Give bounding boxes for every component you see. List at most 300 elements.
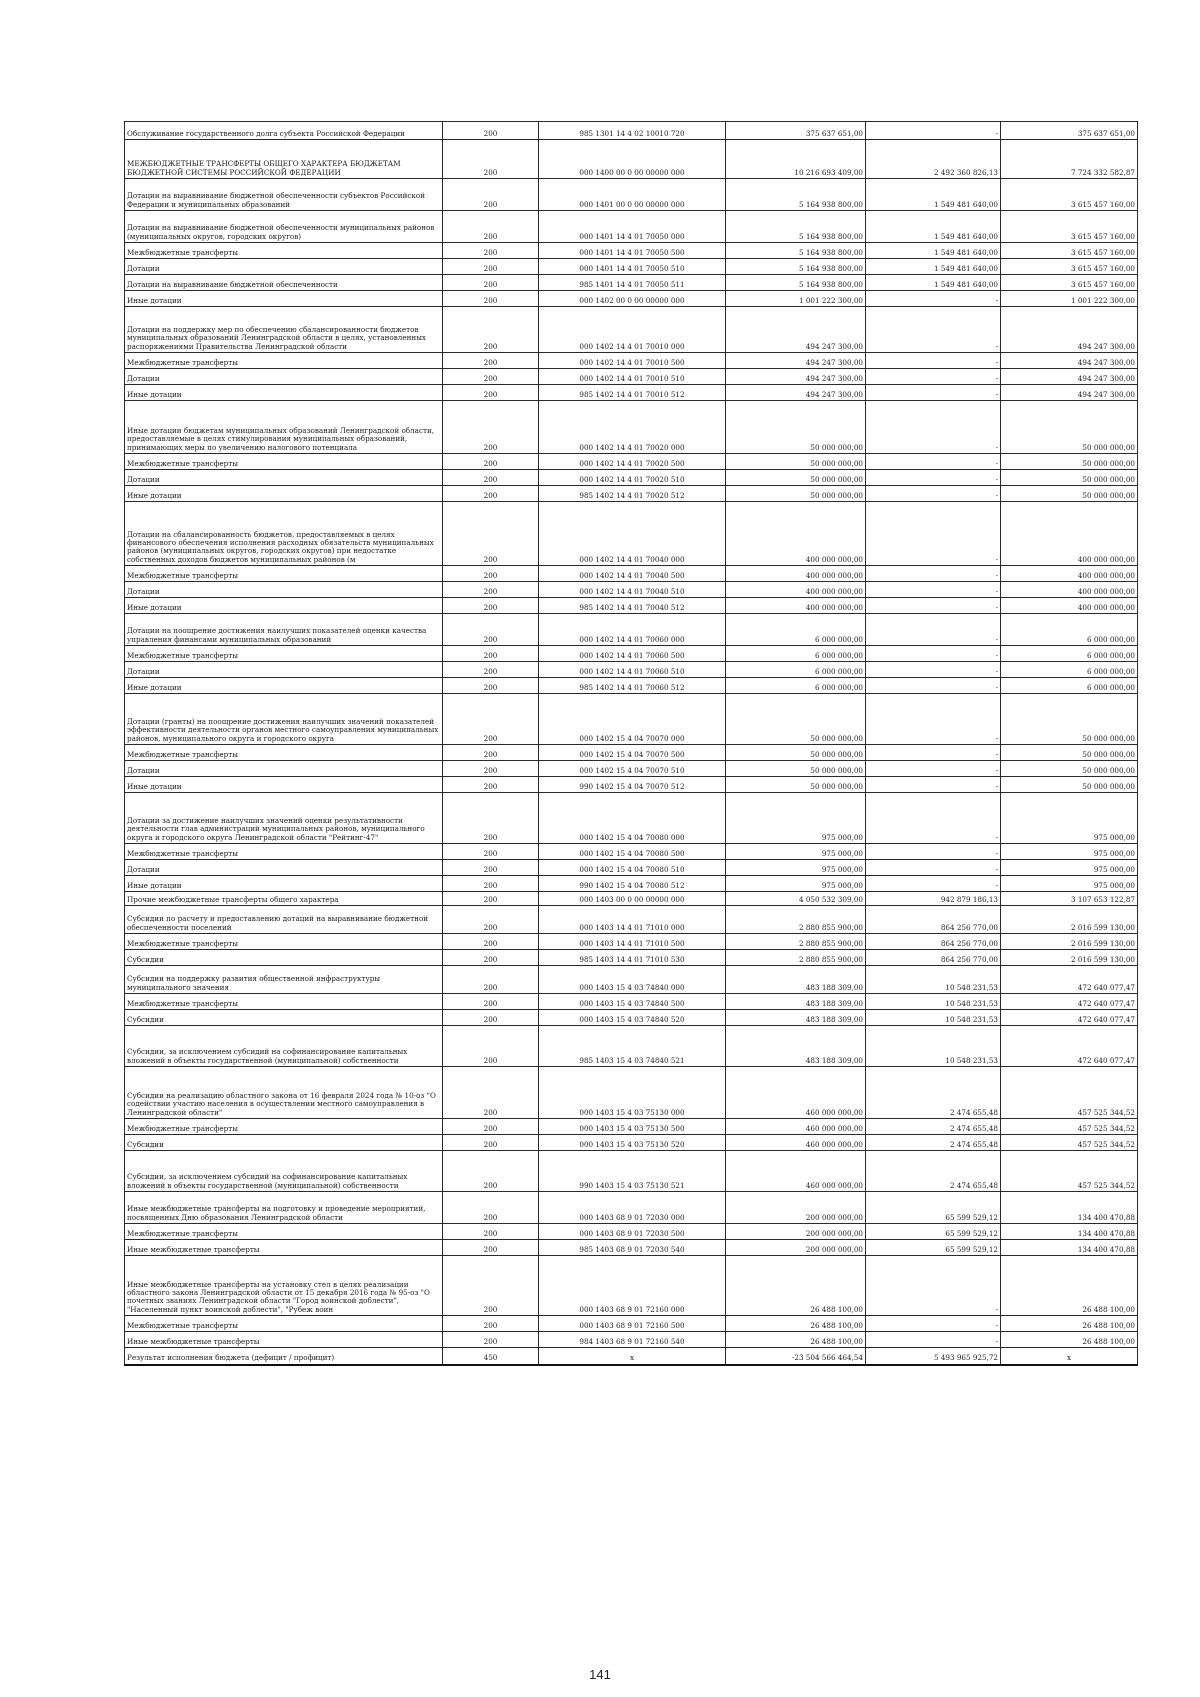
row-line-code: 200 <box>443 470 539 486</box>
table-row <box>125 1151 1138 1192</box>
row-executed-amount: 942 879 186,13 <box>866 892 1001 906</box>
row-executed-amount: - <box>866 369 1001 385</box>
row-budget-code: 000 1402 14 4 01 70020 510 <box>539 470 726 486</box>
row-line-code: 200 <box>443 1256 539 1316</box>
row-line-code: 200 <box>443 678 539 694</box>
row-name: Дотации <box>125 860 443 876</box>
table-row <box>125 211 1138 243</box>
row-name: Межбюджетные трансферты <box>125 646 443 662</box>
row-name: Иные дотации <box>125 678 443 694</box>
row-unexecuted-amount: 134 400 470,88 <box>1001 1240 1138 1256</box>
row-approved-amount: 6 000 000,00 <box>726 614 866 646</box>
row-approved-amount: 6 000 000,00 <box>726 678 866 694</box>
row-executed-amount: - <box>866 1332 1001 1348</box>
row-unexecuted-amount: 50 000 000,00 <box>1001 454 1138 470</box>
row-budget-code: 985 1301 14 4 02 10010 720 <box>539 122 726 140</box>
row-approved-amount: 975 000,00 <box>726 860 866 876</box>
row-line-code: 200 <box>443 994 539 1010</box>
row-name: Субсидии по расчету и предоставлению дотаций на выравнивание бюджетной обеспеченности поселений <box>125 906 443 934</box>
table-row <box>125 1256 1138 1316</box>
row-name: Дотации на выравнивание бюджетной обеспеченности субъектов Российской Федерации и муниципальных образований <box>125 179 443 211</box>
table-row <box>125 844 1138 860</box>
row-approved-amount: 483 188 309,00 <box>726 1010 866 1026</box>
row-approved-amount: 483 188 309,00 <box>726 966 866 994</box>
row-line-code: 200 <box>443 291 539 307</box>
row-budget-code: 000 1403 15 4 03 74840 520 <box>539 1010 726 1026</box>
row-line-code: 200 <box>443 385 539 401</box>
row-approved-amount: 10 216 693 409,00 <box>726 140 866 179</box>
row-unexecuted-amount: 26 488 100,00 <box>1001 1332 1138 1348</box>
row-executed-amount: - <box>866 860 1001 876</box>
row-unexecuted-amount: 2 016 599 130,00 <box>1001 950 1138 966</box>
row-executed-amount: - <box>866 694 1001 745</box>
budget-execution-table <box>124 121 1138 1366</box>
row-unexecuted-amount: 50 000 000,00 <box>1001 401 1138 454</box>
row-approved-amount: 2 880 855 900,00 <box>726 950 866 966</box>
row-unexecuted-amount: 50 000 000,00 <box>1001 745 1138 761</box>
row-budget-code: 000 1402 00 0 00 00000 000 <box>539 291 726 307</box>
row-name: Обслуживание государственного долга субъекта Российской Федерации <box>125 122 443 140</box>
row-line-code: 200 <box>443 179 539 211</box>
row-approved-amount: 2 880 855 900,00 <box>726 934 866 950</box>
row-unexecuted-amount: 2 016 599 130,00 <box>1001 934 1138 950</box>
row-executed-amount: - <box>866 646 1001 662</box>
row-line-code: 200 <box>443 1332 539 1348</box>
row-line-code: 200 <box>443 1067 539 1119</box>
row-line-code: 200 <box>443 906 539 934</box>
row-budget-code: 990 1402 15 4 04 70070 512 <box>539 777 726 793</box>
row-name: Межбюджетные трансферты <box>125 1119 443 1135</box>
row-name: Субсидии, за исключением субсидий на софинансирование капитальных вложений в объекты государственной (муниципальной) собственности <box>125 1026 443 1067</box>
row-name: Субсидии на поддержку развития общественной инфраструктуры муниципального значения <box>125 966 443 994</box>
row-approved-amount: 5 164 938 800,00 <box>726 275 866 291</box>
row-line-code: 200 <box>443 1135 539 1151</box>
row-line-code: 200 <box>443 353 539 369</box>
table-row <box>125 1240 1138 1256</box>
row-budget-code: 000 1403 14 4 01 71010 000 <box>539 906 726 934</box>
row-name: Дотации (гранты) на поощрение достижения наилучших значений показателей эффективности деятельности органов местного самоуправления муниципальных районов, муниципального округа и городского округа <box>125 694 443 745</box>
row-unexecuted-amount: 134 400 470,88 <box>1001 1224 1138 1240</box>
row-name: Дотации <box>125 369 443 385</box>
row-approved-amount: 5 164 938 800,00 <box>726 211 866 243</box>
row-name: Межбюджетные трансферты <box>125 1316 443 1332</box>
row-unexecuted-amount: 26 488 100,00 <box>1001 1316 1138 1332</box>
table-row <box>125 876 1138 892</box>
row-line-code: 200 <box>443 1316 539 1332</box>
table-row <box>125 777 1138 793</box>
row-line-code: 200 <box>443 1010 539 1026</box>
row-unexecuted-amount: 457 525 344,52 <box>1001 1135 1138 1151</box>
row-unexecuted-amount: 7 724 332 582,87 <box>1001 140 1138 179</box>
row-budget-code: 000 1403 68 9 01 72030 500 <box>539 1224 726 1240</box>
row-executed-amount: - <box>866 291 1001 307</box>
row-approved-amount: 50 000 000,00 <box>726 777 866 793</box>
row-approved-amount: 6 000 000,00 <box>726 646 866 662</box>
table-row <box>125 646 1138 662</box>
row-budget-code: 985 1403 14 4 01 71010 530 <box>539 950 726 966</box>
table-row <box>125 243 1138 259</box>
row-executed-amount: - <box>866 582 1001 598</box>
row-executed-amount: 10 548 231,53 <box>866 1026 1001 1067</box>
table-row <box>125 745 1138 761</box>
row-budget-code: 000 1402 14 4 01 70060 510 <box>539 662 726 678</box>
row-approved-amount: 975 000,00 <box>726 876 866 892</box>
table-row <box>125 662 1138 678</box>
row-unexecuted-amount: 457 525 344,52 <box>1001 1119 1138 1135</box>
row-budget-code: 000 1402 14 4 01 70040 000 <box>539 502 726 566</box>
row-line-code: 200 <box>443 566 539 582</box>
row-executed-amount: - <box>866 454 1001 470</box>
row-name: Дотации на поддержку мер по обеспечению сбалансированности бюджетов муниципальных образований Ленинградской области в целях, установленных распоряжениями Правительства Ленинградской области <box>125 307 443 353</box>
page-number: 141 <box>589 1667 611 1682</box>
row-budget-code: 000 1402 14 4 01 70010 510 <box>539 369 726 385</box>
table-row <box>125 470 1138 486</box>
row-name: Субсидии, за исключением субсидий на софинансирование капитальных вложений в объекты государственной (муниципальной) собственности <box>125 1151 443 1192</box>
row-line-code: 200 <box>443 1192 539 1224</box>
table-row <box>125 598 1138 614</box>
table-row <box>125 122 1138 140</box>
row-name: Иные дотации <box>125 486 443 502</box>
row-line-code: 200 <box>443 1224 539 1240</box>
row-unexecuted-amount: 975 000,00 <box>1001 793 1138 844</box>
row-executed-amount: - <box>866 598 1001 614</box>
row-executed-amount: 2 474 655,48 <box>866 1119 1001 1135</box>
row-approved-amount: 494 247 300,00 <box>726 385 866 401</box>
row-budget-code: x <box>539 1348 726 1365</box>
row-executed-amount: 65 599 529,12 <box>866 1192 1001 1224</box>
table-row <box>125 1348 1138 1365</box>
row-name: Межбюджетные трансферты <box>125 844 443 860</box>
row-line-code: 200 <box>443 598 539 614</box>
row-approved-amount: 483 188 309,00 <box>726 1026 866 1067</box>
row-unexecuted-amount: 6 000 000,00 <box>1001 614 1138 646</box>
row-budget-code: 985 1402 14 4 01 70010 512 <box>539 385 726 401</box>
row-budget-code: 000 1402 15 4 04 70080 500 <box>539 844 726 860</box>
row-budget-code: 000 1402 14 4 01 70040 500 <box>539 566 726 582</box>
row-unexecuted-amount: 494 247 300,00 <box>1001 307 1138 353</box>
table-row <box>125 694 1138 745</box>
row-unexecuted-amount: 3 615 457 160,00 <box>1001 179 1138 211</box>
row-budget-code: 000 1403 15 4 03 75130 000 <box>539 1067 726 1119</box>
row-budget-code: 000 1401 14 4 01 70050 000 <box>539 211 726 243</box>
row-unexecuted-amount: 3 615 457 160,00 <box>1001 211 1138 243</box>
table-row <box>125 1192 1138 1224</box>
row-budget-code: 000 1402 14 4 01 70060 500 <box>539 646 726 662</box>
table-row <box>125 454 1138 470</box>
row-budget-code: 000 1402 14 4 01 70060 000 <box>539 614 726 646</box>
table-row <box>125 761 1138 777</box>
row-approved-amount: 26 488 100,00 <box>726 1332 866 1348</box>
row-budget-code: 000 1402 14 4 01 70010 500 <box>539 353 726 369</box>
row-approved-amount: 400 000 000,00 <box>726 582 866 598</box>
table-row <box>125 860 1138 876</box>
row-executed-amount: 1 549 481 640,00 <box>866 211 1001 243</box>
row-approved-amount: 494 247 300,00 <box>726 369 866 385</box>
row-unexecuted-amount: 50 000 000,00 <box>1001 486 1138 502</box>
row-unexecuted-amount: 494 247 300,00 <box>1001 353 1138 369</box>
row-budget-code: 000 1403 68 9 01 72030 000 <box>539 1192 726 1224</box>
row-budget-code: 000 1402 15 4 04 70070 510 <box>539 761 726 777</box>
row-approved-amount: 5 164 938 800,00 <box>726 259 866 275</box>
row-executed-amount: - <box>866 761 1001 777</box>
row-name: Иные дотации <box>125 385 443 401</box>
row-name: Иные дотации <box>125 777 443 793</box>
row-executed-amount: 1 549 481 640,00 <box>866 243 1001 259</box>
row-name: Иные межбюджетные трансферты на подготовку и проведение мероприятий, посвященных Дню образования Ленинградской области <box>125 1192 443 1224</box>
row-line-code: 200 <box>443 777 539 793</box>
row-approved-amount: 50 000 000,00 <box>726 454 866 470</box>
row-unexecuted-amount: 6 000 000,00 <box>1001 646 1138 662</box>
row-approved-amount: 4 050 532 309,00 <box>726 892 866 906</box>
row-executed-amount: - <box>866 566 1001 582</box>
row-name: Иные межбюджетные трансферты <box>125 1332 443 1348</box>
row-name: Межбюджетные трансферты <box>125 1224 443 1240</box>
row-approved-amount: 494 247 300,00 <box>726 307 866 353</box>
row-name: Прочие межбюджетные трансферты общего характера <box>125 892 443 906</box>
row-unexecuted-amount: 472 640 077,47 <box>1001 994 1138 1010</box>
row-budget-code: 000 1403 68 9 01 72160 500 <box>539 1316 726 1332</box>
row-budget-code: 000 1402 14 4 01 70020 000 <box>539 401 726 454</box>
row-executed-amount: 2 474 655,48 <box>866 1067 1001 1119</box>
row-budget-code: 000 1403 68 9 01 72160 000 <box>539 1256 726 1316</box>
row-executed-amount: - <box>866 793 1001 844</box>
row-budget-code: 000 1401 00 0 00 00000 000 <box>539 179 726 211</box>
row-unexecuted-amount: 3 615 457 160,00 <box>1001 243 1138 259</box>
row-line-code: 200 <box>443 401 539 454</box>
table-row <box>125 259 1138 275</box>
row-budget-code: 985 1401 14 4 01 70050 511 <box>539 275 726 291</box>
row-approved-amount: 50 000 000,00 <box>726 761 866 777</box>
row-name: Иные дотации бюджетам муниципальных образований Ленинградской области, предоставляемые в целях стимулирования муниципальных образований, принимающих меры по увеличению налогового потенциала <box>125 401 443 454</box>
row-budget-code: 000 1402 14 4 01 70010 000 <box>539 307 726 353</box>
row-line-code: 200 <box>443 662 539 678</box>
row-unexecuted-amount: 3 107 653 122,87 <box>1001 892 1138 906</box>
row-approved-amount: 26 488 100,00 <box>726 1256 866 1316</box>
row-approved-amount: 400 000 000,00 <box>726 598 866 614</box>
row-line-code: 200 <box>443 892 539 906</box>
row-approved-amount: 50 000 000,00 <box>726 401 866 454</box>
row-approved-amount: 200 000 000,00 <box>726 1240 866 1256</box>
row-name: Субсидии <box>125 950 443 966</box>
row-approved-amount: 483 188 309,00 <box>726 994 866 1010</box>
row-executed-amount: 2 474 655,48 <box>866 1151 1001 1192</box>
row-executed-amount: 1 549 481 640,00 <box>866 275 1001 291</box>
table-row <box>125 1332 1138 1348</box>
row-line-code: 200 <box>443 369 539 385</box>
row-executed-amount: - <box>866 662 1001 678</box>
row-name: Межбюджетные трансферты <box>125 243 443 259</box>
row-unexecuted-amount: 26 488 100,00 <box>1001 1256 1138 1316</box>
row-name: Субсидии <box>125 1135 443 1151</box>
row-line-code: 200 <box>443 259 539 275</box>
row-unexecuted-amount: 50 000 000,00 <box>1001 694 1138 745</box>
row-unexecuted-amount: 3 615 457 160,00 <box>1001 275 1138 291</box>
row-executed-amount: 2 474 655,48 <box>866 1135 1001 1151</box>
row-line-code: 200 <box>443 454 539 470</box>
row-name: Межбюджетные трансферты <box>125 934 443 950</box>
table-body <box>125 122 1138 1365</box>
row-executed-amount: - <box>866 502 1001 566</box>
row-name: Результат исполнения бюджета (дефицит / профицит) <box>125 1348 443 1365</box>
table-row <box>125 353 1138 369</box>
table-row <box>125 614 1138 646</box>
row-approved-amount: 400 000 000,00 <box>726 566 866 582</box>
row-budget-code: 000 1402 14 4 01 70040 510 <box>539 582 726 598</box>
row-line-code: 200 <box>443 307 539 353</box>
table-row <box>125 275 1138 291</box>
table-row <box>125 401 1138 454</box>
row-line-code: 200 <box>443 860 539 876</box>
row-budget-code: 000 1403 15 4 03 74840 000 <box>539 966 726 994</box>
row-line-code: 200 <box>443 122 539 140</box>
row-name: Дотации <box>125 582 443 598</box>
row-executed-amount: 10 548 231,53 <box>866 966 1001 994</box>
row-budget-code: 000 1403 15 4 03 74840 500 <box>539 994 726 1010</box>
row-executed-amount: 10 548 231,53 <box>866 1010 1001 1026</box>
table-row <box>125 179 1138 211</box>
row-budget-code: 000 1400 00 0 00 00000 000 <box>539 140 726 179</box>
row-unexecuted-amount: 6 000 000,00 <box>1001 678 1138 694</box>
row-unexecuted-amount: 1 001 222 300,00 <box>1001 291 1138 307</box>
row-executed-amount: 1 549 481 640,00 <box>866 179 1001 211</box>
row-approved-amount: 200 000 000,00 <box>726 1224 866 1240</box>
row-unexecuted-amount: 6 000 000,00 <box>1001 662 1138 678</box>
row-name: Межбюджетные трансферты <box>125 745 443 761</box>
row-name: Дотации <box>125 259 443 275</box>
row-unexecuted-amount: 400 000 000,00 <box>1001 566 1138 582</box>
row-budget-code: 000 1402 15 4 04 70070 500 <box>539 745 726 761</box>
row-name: Дотации <box>125 662 443 678</box>
row-budget-code: 000 1402 15 4 04 70080 510 <box>539 860 726 876</box>
table-row <box>125 140 1138 179</box>
row-unexecuted-amount: 457 525 344,52 <box>1001 1151 1138 1192</box>
row-executed-amount: 65 599 529,12 <box>866 1224 1001 1240</box>
row-line-code: 200 <box>443 1026 539 1067</box>
row-name: Иные дотации <box>125 291 443 307</box>
row-unexecuted-amount: x <box>1001 1348 1138 1365</box>
row-unexecuted-amount: 50 000 000,00 <box>1001 761 1138 777</box>
row-line-code: 200 <box>443 1240 539 1256</box>
row-approved-amount: 6 000 000,00 <box>726 662 866 678</box>
row-name: МЕЖБЮДЖЕТНЫЕ ТРАНСФЕРТЫ ОБЩЕГО ХАРАКТЕРА БЮДЖЕТАМ БЮДЖЕТНОЙ СИСТЕМЫ РОССИЙСКОЙ ФЕДЕРАЦИИ <box>125 140 443 179</box>
row-budget-code: 984 1403 68 9 01 72160 540 <box>539 1332 726 1348</box>
row-unexecuted-amount: 975 000,00 <box>1001 860 1138 876</box>
row-executed-amount: - <box>866 876 1001 892</box>
row-budget-code: 990 1403 15 4 03 75130 521 <box>539 1151 726 1192</box>
row-budget-code: 985 1402 14 4 01 70060 512 <box>539 678 726 694</box>
row-approved-amount: 494 247 300,00 <box>726 353 866 369</box>
row-line-code: 200 <box>443 486 539 502</box>
row-unexecuted-amount: 472 640 077,47 <box>1001 1026 1138 1067</box>
table-row <box>125 793 1138 844</box>
row-line-code: 200 <box>443 646 539 662</box>
table-row <box>125 566 1138 582</box>
table-row <box>125 950 1138 966</box>
row-line-code: 200 <box>443 243 539 259</box>
row-line-code: 200 <box>443 934 539 950</box>
row-approved-amount: 460 000 000,00 <box>726 1067 866 1119</box>
row-name: Дотации <box>125 470 443 486</box>
row-name: Иные межбюджетные трансферты <box>125 1240 443 1256</box>
row-executed-amount: - <box>866 614 1001 646</box>
row-unexecuted-amount: 494 247 300,00 <box>1001 369 1138 385</box>
row-name: Межбюджетные трансферты <box>125 353 443 369</box>
row-budget-code: 000 1403 14 4 01 71010 500 <box>539 934 726 950</box>
row-approved-amount: -23 504 566 464,54 <box>726 1348 866 1365</box>
row-executed-amount: 864 256 770,00 <box>866 906 1001 934</box>
row-unexecuted-amount: 2 016 599 130,00 <box>1001 906 1138 934</box>
row-line-code: 200 <box>443 694 539 745</box>
table-row <box>125 307 1138 353</box>
row-line-code: 200 <box>443 211 539 243</box>
row-budget-code: 985 1402 14 4 01 70040 512 <box>539 598 726 614</box>
row-executed-amount: 864 256 770,00 <box>866 950 1001 966</box>
table-row <box>125 486 1138 502</box>
row-line-code: 200 <box>443 876 539 892</box>
row-budget-code: 985 1403 68 9 01 72030 540 <box>539 1240 726 1256</box>
table-row <box>125 1224 1138 1240</box>
row-name: Иные межбюджетные трансферты на установку стел в целях реализации областного закона Ленинградской области от 15 декабря 2016 года № 95-оз "О почетных званиях Ленинградской области "Город воинской доблести", "Населенный пункт воинской доблести", "Рубеж воин <box>125 1256 443 1316</box>
row-unexecuted-amount: 134 400 470,88 <box>1001 1192 1138 1224</box>
row-unexecuted-amount: 400 000 000,00 <box>1001 502 1138 566</box>
row-line-code: 200 <box>443 614 539 646</box>
row-executed-amount: - <box>866 844 1001 860</box>
row-approved-amount: 460 000 000,00 <box>726 1119 866 1135</box>
row-executed-amount: - <box>866 486 1001 502</box>
row-approved-amount: 460 000 000,00 <box>726 1135 866 1151</box>
row-approved-amount: 1 001 222 300,00 <box>726 291 866 307</box>
row-unexecuted-amount: 457 525 344,52 <box>1001 1067 1138 1119</box>
row-line-code: 200 <box>443 793 539 844</box>
row-approved-amount: 975 000,00 <box>726 844 866 860</box>
row-line-code: 200 <box>443 745 539 761</box>
row-unexecuted-amount: 472 640 077,47 <box>1001 1010 1138 1026</box>
row-approved-amount: 50 000 000,00 <box>726 745 866 761</box>
row-unexecuted-amount: 400 000 000,00 <box>1001 582 1138 598</box>
table-row <box>125 385 1138 401</box>
row-budget-code: 000 1402 15 4 04 70080 000 <box>539 793 726 844</box>
row-name: Дотации на поощрение достижения наилучших показателей оценки качества управления финансами муниципальных образований <box>125 614 443 646</box>
row-name: Субсидии <box>125 1010 443 1026</box>
row-line-code: 200 <box>443 950 539 966</box>
table-row <box>125 678 1138 694</box>
table-row <box>125 502 1138 566</box>
row-approved-amount: 50 000 000,00 <box>726 486 866 502</box>
row-budget-code: 000 1403 00 0 00 00000 000 <box>539 892 726 906</box>
table-row <box>125 906 1138 934</box>
row-executed-amount: 864 256 770,00 <box>866 934 1001 950</box>
row-executed-amount: - <box>866 353 1001 369</box>
table-row <box>125 1135 1138 1151</box>
row-budget-code: 985 1403 15 4 03 74840 521 <box>539 1026 726 1067</box>
table-row <box>125 1010 1138 1026</box>
row-approved-amount: 50 000 000,00 <box>726 694 866 745</box>
row-line-code: 200 <box>443 275 539 291</box>
table-row <box>125 582 1138 598</box>
table-row <box>125 1067 1138 1119</box>
row-name: Субсидии на реализацию областного закона от 16 февраля 2024 года № 10-оз "О содействии участию населения в осуществлении местного самоуправления в Ленинградской области" <box>125 1067 443 1119</box>
row-line-code: 200 <box>443 761 539 777</box>
row-budget-code: 985 1402 14 4 01 70020 512 <box>539 486 726 502</box>
row-line-code: 200 <box>443 1151 539 1192</box>
row-approved-amount: 375 637 651,00 <box>726 122 866 140</box>
row-name: Дотации на выравнивание бюджетной обеспеченности муниципальных районов (муниципальных округов, городских округов) <box>125 211 443 243</box>
table-row <box>125 994 1138 1010</box>
row-budget-code: 000 1403 15 4 03 75130 520 <box>539 1135 726 1151</box>
row-executed-amount: 10 548 231,53 <box>866 994 1001 1010</box>
row-approved-amount: 460 000 000,00 <box>726 1151 866 1192</box>
row-executed-amount: - <box>866 307 1001 353</box>
